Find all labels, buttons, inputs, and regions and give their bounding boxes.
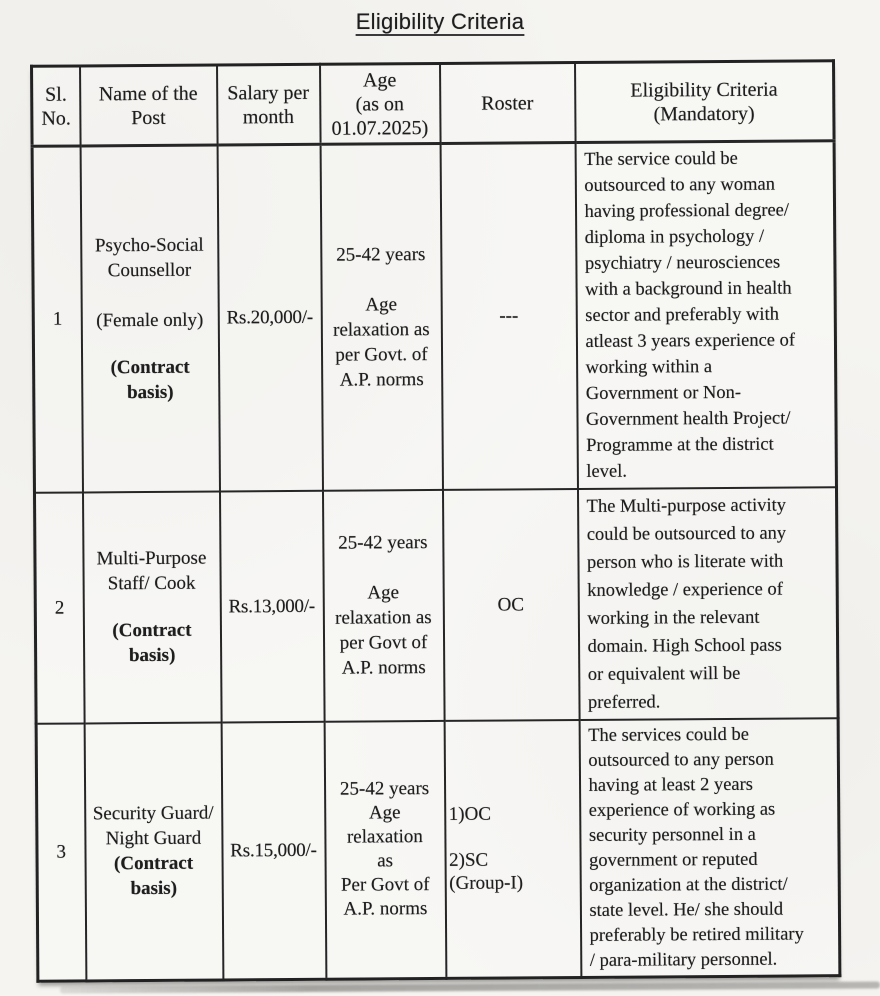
criteria-cell: The services could be outsourced to any person having at least 2 years experience of working as security personnel in a government or reputed organization at the district/ state level. He/ she should preferably be retired military / para-military personnel. — [579, 718, 840, 977]
col-header-eligibility: Eligibility Criteria (Mandatory) — [575, 61, 835, 143]
col-header-sl-no: Sl. No. — [32, 66, 81, 146]
salary-cell: Rs.13,000/- — [219, 490, 324, 722]
table-row — [36, 718, 840, 981]
contract-basis-text: (Contract basis) — [110, 356, 190, 403]
table-row — [34, 487, 838, 724]
header-row — [32, 61, 835, 147]
col-header-salary: Salary per month — [217, 64, 321, 145]
salary-cell: Rs.15,000/- — [221, 721, 326, 979]
post-name-text: Psycho-Social Counsellor (Female only) — [94, 234, 204, 332]
post-name-text: Security Guard/ Night Guard — [92, 802, 214, 850]
roster-cell: OC — [442, 488, 579, 720]
age-cell: 25-42 years Age relaxation as per Govt of A.P. norms — [322, 489, 444, 721]
salary-cell: Rs.20,000/- — [217, 144, 322, 491]
col-header-roster: Roster — [440, 63, 576, 144]
post-name-cell — [82, 491, 221, 723]
col-header-age: Age (as on 01.07.2025) — [320, 63, 441, 144]
contract-basis-text: (Contract basis) — [112, 619, 192, 667]
sl-no-cell: 2 — [34, 492, 84, 723]
eligibility-table — [30, 59, 841, 982]
table-row — [32, 141, 836, 493]
sl-no-cell: 1 — [32, 146, 82, 492]
title-container — [0, 0, 880, 35]
criteria-cell: The service could be outsourced to any woman having professional degree/ diploma in psychology / psychiatry / neurosciences with a background in health sector and preferably with atleast 3 years experience of working within a Government or Non- Government health Project/ Programme at the district level. — [575, 141, 836, 489]
age-cell: 25-42 years Age relaxation as per Govt. of A.P. norms — [320, 143, 442, 490]
age-cell: 25-42 years Age relaxation as Per Govt of A.P. norms — [324, 720, 446, 978]
post-name-cell — [80, 145, 219, 492]
roster-cell: 1)OC 2)SC (Group-I) — [444, 719, 581, 977]
criteria-cell: The Multi-purpose activity could be outsourced to any person who is literate with knowledge / experience of working in the relevant domain. High School pass or equivalent will be preferred. — [577, 487, 838, 720]
sl-no-cell: 3 — [36, 723, 86, 981]
col-header-post-name: Name of the Post — [80, 65, 218, 146]
roster-cell: --- — [440, 143, 577, 490]
scanner-edge-streak — [60, 981, 880, 993]
contract-basis-text: (Contract basis) — [113, 852, 194, 900]
page-title: Eligibility Criteria — [355, 9, 525, 34]
post-name-text: Multi-Purpose Staff/ Cook — [96, 547, 207, 595]
post-name-cell — [84, 722, 223, 980]
